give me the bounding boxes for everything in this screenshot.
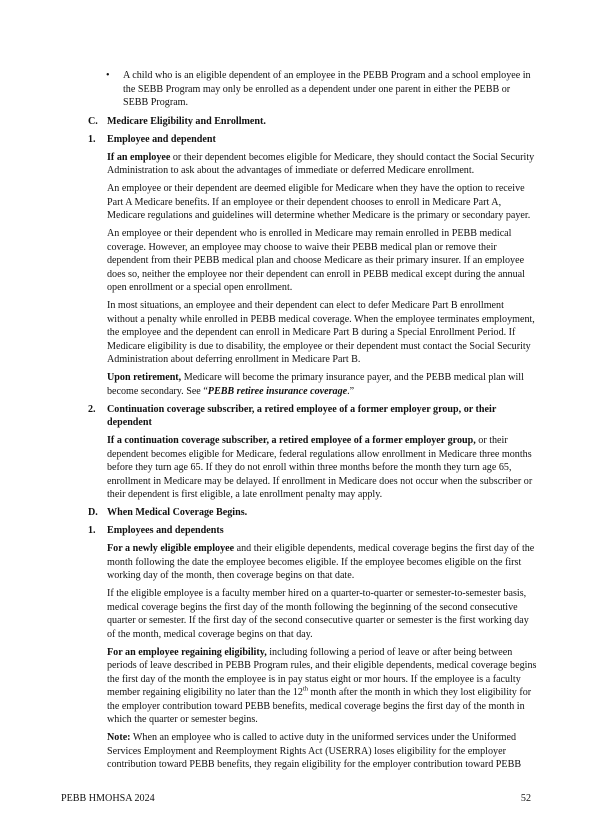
subsection-heading — [88, 403, 527, 430]
bold-lead: If a continuation coverage subscriber, a retired employee of a former employer group, — [107, 435, 476, 446]
section-label: D. — [88, 507, 98, 518]
text: Medicare will become the primary insurance payer, and the PEBB medical plan will become secondary. See “ — [107, 372, 524, 397]
bold-lead: For a newly eligible employee — [107, 543, 235, 554]
section-label: C. — [88, 115, 98, 127]
bold-lead: If an employee — [107, 151, 171, 163]
section-c-heading — [88, 115, 600, 129]
bullet-text: A child who is an eligible dependent of an employee in the PEBB Program and a school employee in the SEBB Program may only be enrolled as a dependent under one parent in either the PEBB or SEBB Program. — [123, 70, 531, 108]
bold-lead: Note: — [107, 732, 131, 743]
subsection-number: 1. — [88, 133, 96, 145]
paragraph: An employee or their dependent are deemed eligible for Medicare when they have the option to receive Part A Medicare benefits. If an employee or their dependent chooses to enroll in Medicare Part A, Medicare regulations and guidelines will determine whether Medicare is the primary or secondary payer. — [107, 183, 531, 221]
text: including following a period of leave or after being between periods of leave described in PEBB Program rules, and their eligible dependents, medical coverage begins the first day of the month the employee is in pay status eight or mor hours. If the employee is a faculty member regaining eligibility no later than the 12 — [107, 646, 537, 698]
paragraph — [107, 151, 537, 178]
subsection-title: Continuation coverage subscriber, a retired employee of a former employer group, or their dependent — [107, 403, 497, 428]
section-d-heading — [88, 506, 600, 520]
text: When an employee who is called to active duty in the uniformed services under the Uniformed Services Employment and Reemployment Rights Act (USERRA) loses eligibility for the employer contribution toward PEBB benefits, they regain eligibility for the employer contribution toward PEBB — [107, 732, 522, 770]
superscript: th — [302, 685, 308, 693]
paragraph: In most situations, an employee and their dependent can elect to defer Medicare Part B enrollment without a penalty while enrolled in PEBB medical coverage. When the employee terminates employment, the employee and the dependent can enroll in Medicare Part B during a Special Enrollment Period. If Medicare eligibility is due to disability, the employee or their dependent must contact the Social Security Administration about deferring enrollment in Medicare Part B. — [107, 300, 535, 365]
subsection-heading — [88, 524, 527, 538]
bullet-icon: • — [106, 70, 110, 81]
paragraph — [107, 646, 537, 727]
subsection-number: 1. — [88, 525, 96, 536]
bullet-item — [106, 69, 535, 110]
footer-title: PEBB HMOHSA 2024 — [61, 793, 155, 804]
subsection-heading — [88, 133, 527, 147]
paragraph: An employee or their dependent who is enrolled in Medicare may remain enrolled in PEBB medical coverage. However, an employee may choose to waive their PEBB medical plan or remove their dependent from their PEBB medical plan and choose Medicare as their primary insurer. If an employee does so, neither the employee nor their dependent can enroll in PEBB medical except during the annual open enrollment or a special open enrollment. — [107, 228, 525, 293]
text: month after the month in which they lost eligibility for the employer contribution toward PEBB benefits, medical coverage begins the first day of the month in which the quarter or semester begins. — [107, 687, 532, 725]
paragraph: If the eligible employee is a faculty member hired on a quarter-to-quarter or semester-to-semester basis, medical coverage begins the first day of the month following the beginning of the second consecutive quarter or semester. If the first day of the second consecutive quarter or semester is the first working day of the month, medical coverage begins on that day. — [107, 588, 529, 640]
paragraph — [107, 731, 537, 772]
bold-lead: For an employee regaining eligibility, — [107, 646, 267, 658]
section-title: When Medical Coverage Begins. — [107, 507, 248, 518]
paragraph — [107, 371, 537, 398]
subsection-number: 2. — [88, 403, 96, 415]
text: and their eligible dependents, medical coverage begins the first day of the month following the date the employee becomes eligible. If the employee becomes eligible on the first working day of the month, then coverage begins on that date. — [107, 543, 535, 581]
paragraph — [107, 434, 537, 502]
subsection-title: Employee and dependent — [107, 133, 216, 145]
text: .” — [347, 385, 355, 397]
bold-lead: Upon retirement, — [107, 372, 182, 383]
paragraph — [107, 542, 537, 583]
subsection-title: Employees and dependents — [107, 525, 224, 536]
text: or their dependent becomes eligible for Medicare, federal regulations allow enrollment in Medicare three months before they turn age 65. If they do not enroll within three months before the month they turn age 65, enrollment in Medicare may be delayed. If enrollment in Medicare does not occur when the subscriber or their dependent is first eligible, a late enrollment penalty may apply. — [107, 435, 533, 500]
page-footer — [61, 776, 531, 840]
section-title: Medicare Eligibility and Enrollment. — [107, 115, 266, 127]
page-number: 52 — [520, 793, 531, 804]
text: or their dependent becomes eligible for Medicare, they should contact the Social Security Administration to ask about the advantages of immediate or deferred Medicare enrollment. — [107, 151, 535, 176]
cross-reference: PEBB retiree insurance coverage — [207, 385, 348, 397]
